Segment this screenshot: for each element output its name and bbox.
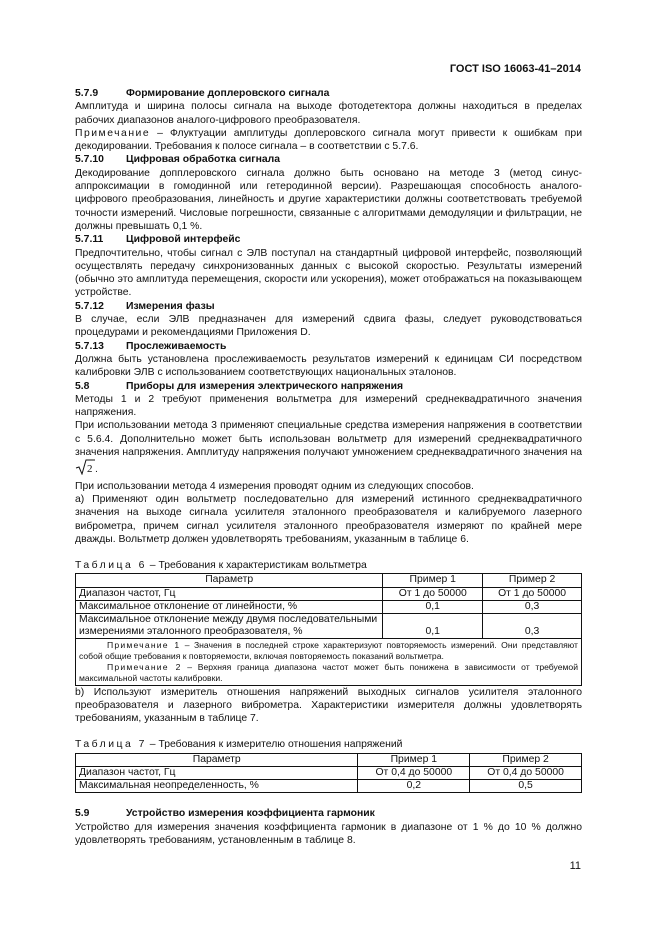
table-cell: Максимальное отклонение от линейности, % xyxy=(76,600,383,613)
table-cell: 0,1 xyxy=(383,600,483,613)
table-cell: 0,3 xyxy=(483,600,582,613)
column-header: Пример 2 xyxy=(483,574,582,587)
table-header-row xyxy=(76,574,582,587)
paragraph-text: При использовании метода 3 применяют специальные средства измерения напряжения в соответствии с 5.6.4. Дополнительно может быть использован вольтметр для измерений среднеквадратичного значения напряжения. Амплитуду напряжения получают умножением среднеквадратичного значения на xyxy=(75,420,582,459)
table-note-1 xyxy=(79,640,578,662)
document-body xyxy=(75,87,582,847)
section-title: Цифровой интерфейс xyxy=(126,234,241,246)
note-text: – Флуктуации амплитуды доплеровского сигнала могут привести к ошибкам при декодировании. Требования к полосе сигнала – в соответствии с 5.7.6. xyxy=(75,127,582,153)
section-number: 5.9 xyxy=(75,808,90,820)
list-item-b: b) Используют измеритель отношения напряжений выходных сигналов усилителя эталонного преобразователя и лазерного виброметра. Характеристики измерителя должны удовлетворять требованиям, указанным в таблице 7. xyxy=(75,686,582,725)
section-number: 5.7.13 xyxy=(75,340,104,352)
table-row xyxy=(76,587,582,600)
section-number: 5.7.11 xyxy=(75,234,104,246)
section-title: Формирование доплеровского сигнала xyxy=(126,88,330,99)
section-title: Прослеживаемость xyxy=(126,340,227,352)
table-cell: 0,2 xyxy=(358,780,470,793)
table-header-row xyxy=(76,753,582,766)
note-text: – Значения в последней строке характеризуют повторяемость измерений. Они представляют собой общие требования к повторяемости, включая повторяемость показаний вольтметра. xyxy=(79,640,578,662)
table-row xyxy=(76,600,582,613)
table-cell: Максимальное отклонение между двумя последовательными измерениями эталонного преобразователя, % xyxy=(76,614,383,639)
sqrt-radicand: 2 xyxy=(87,463,93,476)
table-7 xyxy=(75,753,582,794)
page-number: 11 xyxy=(569,860,581,872)
section-number: 5.8 xyxy=(75,380,90,392)
table-cell: Диапазон частот, Гц xyxy=(76,587,383,600)
table-notes xyxy=(76,639,582,685)
table-cell: Диапазон частот, Гц xyxy=(76,766,358,779)
table-cell: От 1 до 50000 xyxy=(383,587,483,600)
paragraph xyxy=(75,419,582,479)
section-heading-5-7-13 xyxy=(75,340,582,353)
note-label: Примечание xyxy=(75,127,151,139)
section-number: 5.7.9 xyxy=(75,88,99,99)
paragraph: Устройство для измерения значения коэффициента гармоник в диапазоне от 1 % до 10 % должно удовлетворять требованиям, установленным в таблице 8. xyxy=(75,821,582,846)
table-cell: От 0,4 до 50000 xyxy=(358,766,470,779)
document-header: ГОСТ ISO 16063-41–2014 xyxy=(449,63,581,75)
paragraph: Предпочтительно, чтобы сигнал с ЭЛВ поступал на стандартный цифровой интерфейс, позволяющий осуществлять передачу синхронизованных данных с высокой скоростью. Результаты измерений (обычно это амплитуда перемещения, скорости или ускорения), может отображаться на показывающем устройстве. xyxy=(75,247,582,299)
table-notes-row xyxy=(76,639,582,685)
column-header: Пример 1 xyxy=(383,574,483,587)
table-cell: 0,1 xyxy=(383,614,483,639)
section-heading-5-9 xyxy=(75,807,582,820)
square-root-symbol xyxy=(75,459,95,479)
table-row xyxy=(76,614,582,639)
table-cell: 0,5 xyxy=(470,780,582,793)
table-note-2 xyxy=(79,662,578,684)
section-heading-5-7-11 xyxy=(75,233,582,246)
table-title: – Требования к характеристикам вольтметра xyxy=(146,560,367,572)
note-label: Примечание 1 xyxy=(107,640,181,651)
paragraph: Методы 1 и 2 требуют применения вольтметра для измерений среднеквадратичного значения напряжения. xyxy=(75,393,582,419)
section-title: Приборы для измерения электрического напряжения xyxy=(126,380,404,392)
table-cell: От 1 до 50000 xyxy=(483,587,582,600)
section-heading-5-7-12 xyxy=(75,300,582,313)
column-header: Пример 1 xyxy=(358,753,470,766)
paragraph: Должна быть установлена прослеживаемость результатов измерений к единицам СИ посредством калибровки ЭЛВ с использованием соответствующих национальных эталонов. xyxy=(75,353,582,379)
table-caption xyxy=(75,738,582,751)
table-label: Таблица 6 xyxy=(75,560,147,572)
note xyxy=(75,127,582,154)
table-cell: От 0,4 до 50000 xyxy=(470,766,582,779)
section-title: Цифровая обработка сигнала xyxy=(126,154,281,166)
section-heading-5-8 xyxy=(75,380,582,393)
table-6 xyxy=(75,573,582,685)
table-title: – Требования к измерителю отношения напряжений xyxy=(146,739,403,751)
section-number: 5.7.12 xyxy=(75,300,104,312)
table-row xyxy=(76,766,582,779)
table-row xyxy=(76,780,582,793)
table-caption xyxy=(75,559,582,572)
section-title: Измерения фазы xyxy=(126,300,215,312)
note-text: – Верхняя граница диапазона частот может быть понижена в зависимости от требуемой максимальной частоты калибровки. xyxy=(79,662,578,683)
section-number: 5.7.10 xyxy=(75,154,104,166)
note-label: Примечание 2 xyxy=(107,662,182,672)
section-heading-5-7-10 xyxy=(75,153,582,166)
column-header: Параметр xyxy=(76,753,358,766)
column-header: Параметр xyxy=(76,574,383,587)
section-heading-5-7-9 xyxy=(75,87,582,100)
list-item-a: а) Применяют один вольтметр последовательно для измерений истинного среднеквадратичного значения на выходе сигнала усилителя эталонного преобразователя и калибруемого лазерного виброметра, причем сигнал усилителя эталонного преобразователя измеряют по крайней мере дважды. Вольтметр должен удовлетворять требованиям, указанным в таблице 6. xyxy=(75,493,582,545)
section-title: Устройство измерения коэффициента гармоник xyxy=(126,808,375,820)
table-cell: Максимальная неопределенность, % xyxy=(76,780,358,793)
paragraph: При использовании метода 4 измерения проводят одним из следующих способов. xyxy=(75,480,474,492)
punctuation: . xyxy=(95,464,98,476)
table-label: Таблица 7 xyxy=(75,739,147,751)
table-cell: 0,3 xyxy=(483,614,582,639)
paragraph: Амплитуда и ширина полосы сигнала на выходе фотодетектора должны находиться в пределах рабочих диапазонов аналого-цифрового преобразователя. xyxy=(75,101,582,126)
paragraph: Декодирование допплеровского сигнала должно быть основано на методе 3 (метод синус-аппроксимации в гомодинной или гетеродинной версии). Разрешающая способность аналого-цифрового преобразования, линейность и другие характеристики должны соответствовать требуемой точности измерений. Числовые погрешности, связанные с алгоритмами демодуляции и фильтрации, не должны превышать 0,1 %. xyxy=(75,167,582,232)
paragraph: В случае, если ЭЛВ предназначен для измерений сдвига фазы, следует руководствоваться процедурами и рекомендациями Приложения D. xyxy=(75,314,582,339)
column-header: Пример 2 xyxy=(470,753,582,766)
